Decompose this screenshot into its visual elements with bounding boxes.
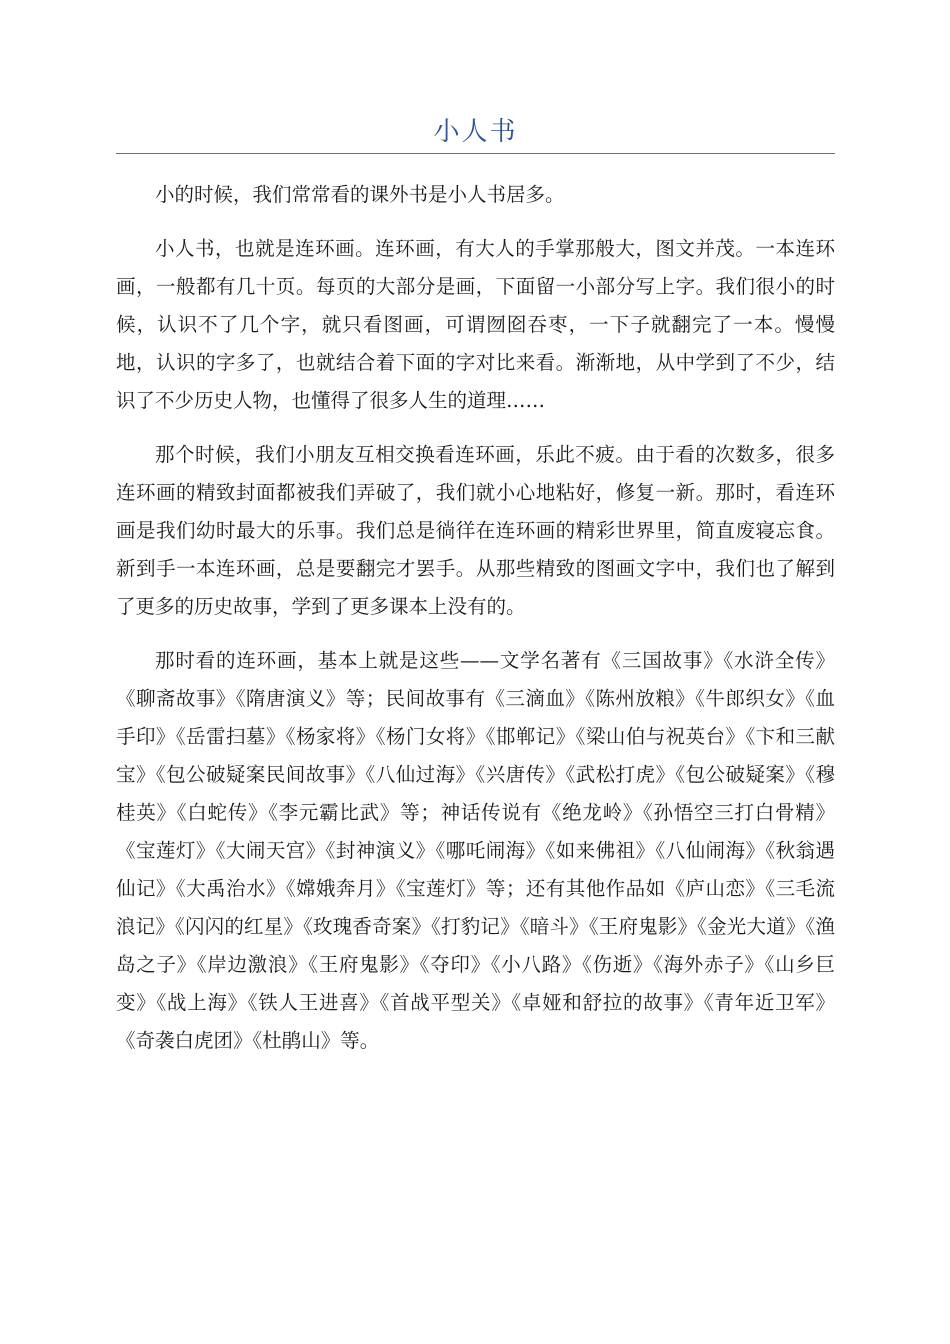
title-divider — [116, 153, 835, 154]
paragraph-intro: 小的时候，我们常常看的课外书是小人书居多。 — [155, 183, 565, 206]
paragraph-childhood-memories: 那个时候，我们小朋友互相交换看连环画，乐此不疲。由于看的次数多，很多连环画的精致封面都被我们弄破了，我们就小心地粘好，修复一新。那时，看连环画是我们幼时最大的乐事。我们总是徜徉在连环画的精彩世界里，简直废寝忘食。新到手一本连环画，总是要翻完才罢手。从那些精致的图画文字中，我们也了解到了更多的历史故事，学到了更多课本上没有的。 — [116, 443, 835, 618]
paragraph-book-list: 那时看的连环画，基本上就是这些——文学名著有《三国故事》《水浒全传》《聊斋故事》《隋唐演义》等；民间故事有《三滴血》《陈州放粮》《牛郎织女》《血手印》《岳雷扫墓》《杨家将》《杨门女将》《邯郸记》《梁山伯与祝英台》《卞和三献宝》《包公破疑案民间故事》《八仙过海》《兴唐传》《武松打虎》《包公破疑案》《穆桂英》《白蛇传》《李元霸比武》等；神话传说有《绝龙岭》《孙悟空三打白骨精》《宝莲灯》《大闹天宫》《封神演义》《哪吒闹海》《如来佛祖》《八仙闹海》《秋翁遇仙记》《大禹治水》《嫦娥奔月》《宝莲灯》等；还有其他作品如《庐山恋》《三毛流浪记》《闪闪的红星》《玫瑰香奇案》《打豹记》《暗斗》《王府鬼影》《金光大道》《渔岛之子》《岸边激浪》《王府鬼影》《夺印》《小八路》《伤逝》《海外赤子》《山乡巨变》《战上海》《铁人王进喜》《首战平型关》《卓娅和舒拉的故事》《青年近卫军》《奇袭白虎团》《杜鹃山》等。 — [116, 649, 835, 1052]
article-body — [116, 176, 835, 1060]
paragraph-what-is-xiaorenshu: 小人书，也就是连环画。连环画，有大人的手掌那般大，图文并茂。一本连环画，一般都有几十页。每页的大部分是画，下面留一小部分写上字。我们很小的时候，认识不了几个字，就只看图画，可谓囫囵吞枣，一下子就翻完了一本。慢慢地，认识的字多了，也就结合着下面的字对比来看。渐渐地，从中学到了不少，结识了不少历史人物，也懂得了很多人生的道理…… — [116, 237, 835, 412]
page-title: 小人书 — [433, 117, 518, 147]
